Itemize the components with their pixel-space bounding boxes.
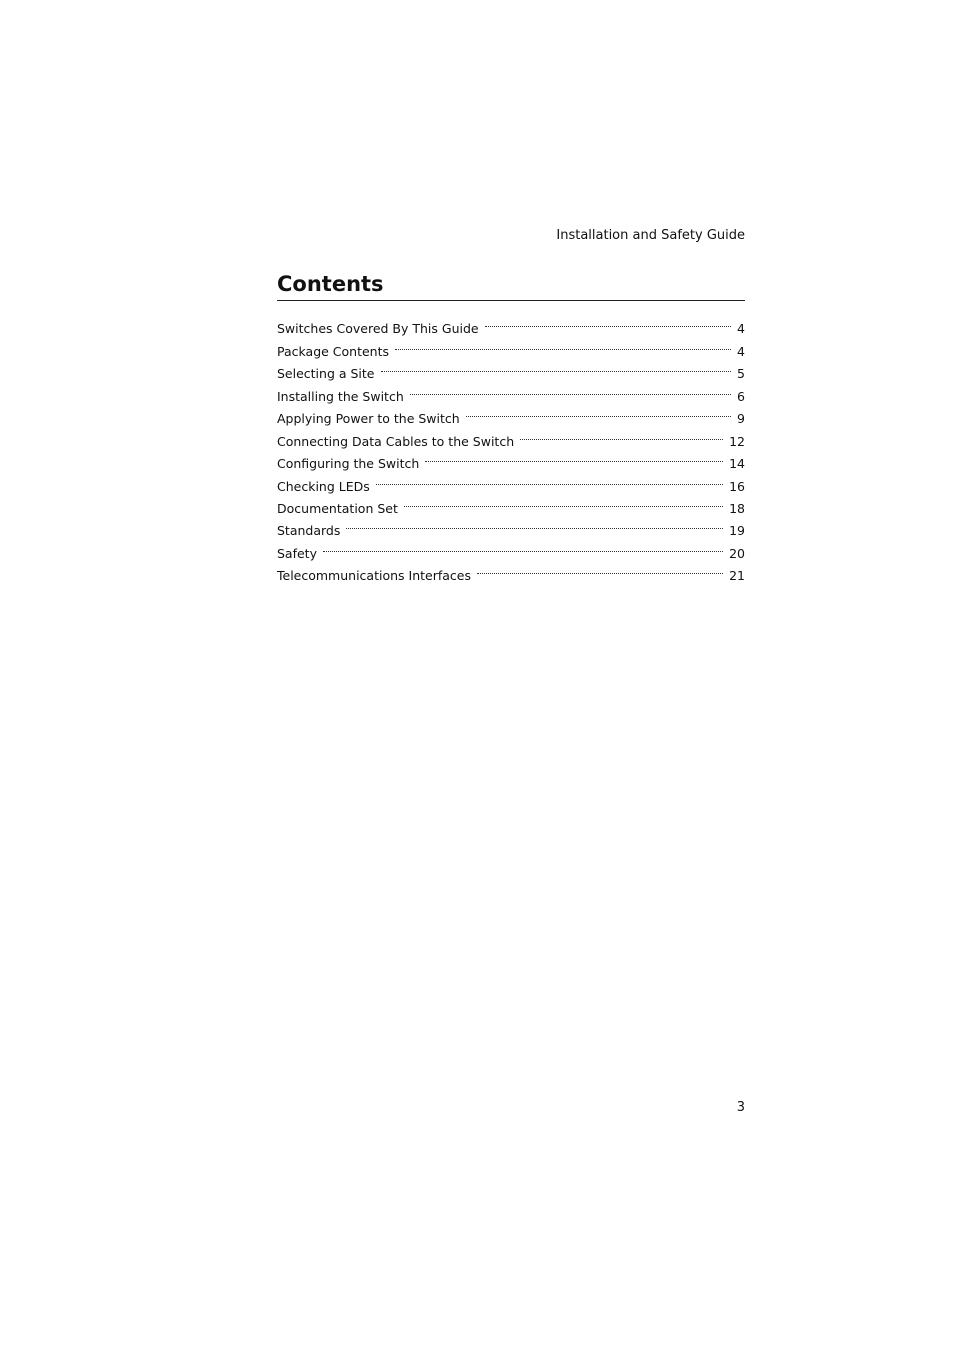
toc-entry-label: Safety xyxy=(277,545,317,561)
table-of-contents xyxy=(277,311,745,584)
toc-dot-leader xyxy=(404,491,723,513)
toc-entry-label: Standards xyxy=(277,523,341,539)
toc-entry-page: 4 xyxy=(737,343,745,359)
toc-dot-leader xyxy=(376,468,723,490)
toc-entry-page: 6 xyxy=(737,388,745,404)
toc-entry[interactable] xyxy=(277,535,745,561)
toc-entry-label: Checking LEDs xyxy=(277,478,370,494)
toc-dot-leader xyxy=(381,356,732,378)
toc-entry-page: 5 xyxy=(737,366,745,382)
running-header: Installation and Safety Guide xyxy=(556,228,745,243)
toc-dot-leader xyxy=(346,513,723,535)
toc-entry-label: Configuring the Switch xyxy=(277,456,420,472)
toc-dot-leader xyxy=(425,446,723,468)
toc-entry-page: 4 xyxy=(737,321,745,337)
toc-entry-page: 18 xyxy=(729,500,745,516)
toc-entry-page: 12 xyxy=(729,433,745,449)
toc-entry[interactable] xyxy=(277,513,745,539)
toc-entry-label: Documentation Set xyxy=(277,500,398,516)
toc-entry-label: Selecting a Site xyxy=(277,366,375,382)
toc-dot-leader xyxy=(466,401,731,423)
toc-entry-page: 9 xyxy=(737,411,745,427)
toc-dot-leader xyxy=(477,558,723,580)
toc-entry-page: 20 xyxy=(729,545,745,561)
toc-dot-leader xyxy=(395,333,731,355)
page-number: 3 xyxy=(736,1100,745,1115)
toc-dot-leader xyxy=(485,311,731,333)
toc-entry-label: Package Contents xyxy=(277,343,390,359)
toc-entry-label: Applying Power to the Switch xyxy=(277,411,460,427)
toc-dot-leader xyxy=(323,535,723,557)
toc-entry-label: Switches Covered By This Guide xyxy=(277,321,479,337)
toc-dot-leader xyxy=(520,423,723,445)
toc-entry-label: Installing the Switch xyxy=(277,388,404,404)
toc-entry-page: 19 xyxy=(729,523,745,539)
title-rule xyxy=(277,300,745,301)
toc-entry-page: 14 xyxy=(729,456,745,472)
toc-entry-page: 21 xyxy=(729,568,745,584)
toc-entry[interactable] xyxy=(277,558,745,584)
toc-dot-leader xyxy=(410,378,731,400)
toc-entry-label: Telecommunications Interfaces xyxy=(277,568,471,584)
toc-entry[interactable] xyxy=(277,311,745,337)
toc-entry-label: Connecting Data Cables to the Switch xyxy=(277,433,515,449)
toc-entry-page: 16 xyxy=(729,478,745,494)
document-page xyxy=(277,0,745,1351)
page-title: Contents xyxy=(277,272,384,296)
